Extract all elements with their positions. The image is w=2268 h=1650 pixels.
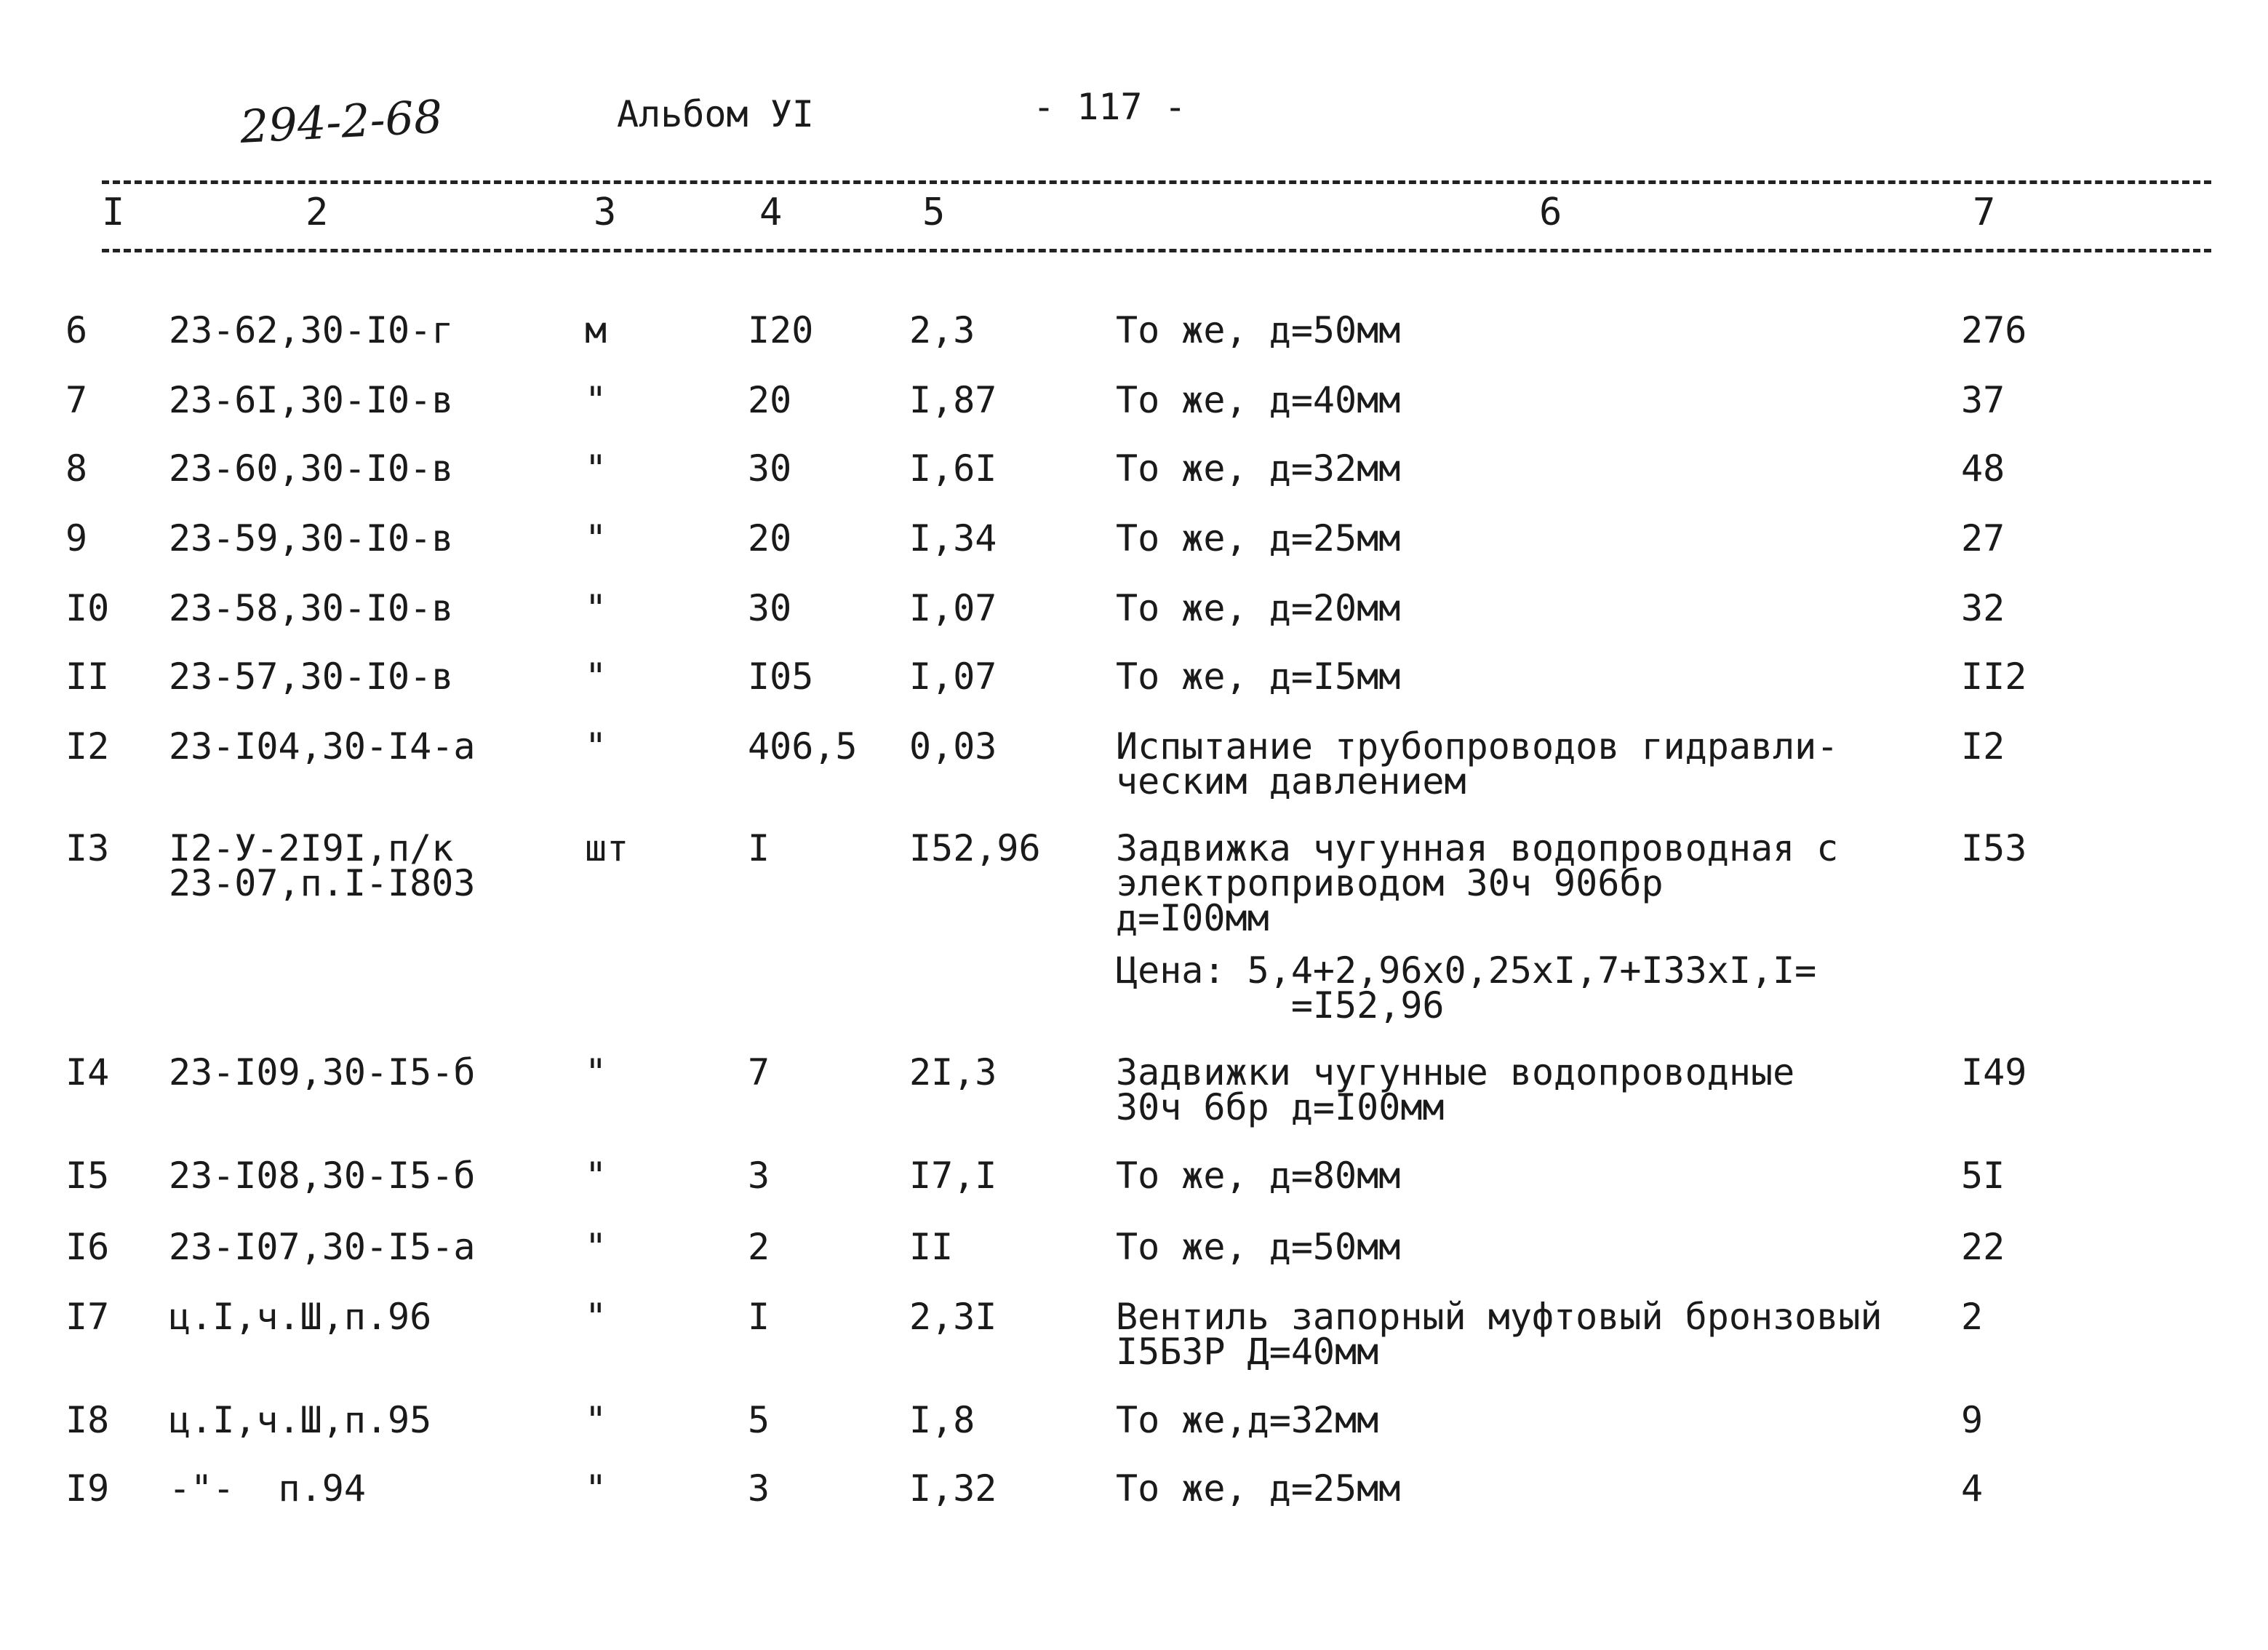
quantity: 406,5 [748,725,858,768]
unit: " [585,725,607,768]
column-number-6: 6 [1539,191,1562,234]
table-row [0,517,2268,559]
column-number-5: 5 [922,191,946,234]
description-text: То же, д=25мм [1116,1467,1401,1510]
column-number-2: 2 [306,191,329,234]
description-text: Испытание трубопроводов гидравли- ческим давлением [1116,725,1839,802]
norm-code: 23-59,30-I0-в [169,517,454,559]
table-row [0,1155,2268,1197]
row-number: I0 [65,587,110,629]
unit-price: 0,03 [909,725,997,768]
row-number: I8 [65,1399,110,1441]
norm-code: 23-60,30-I0-в [169,447,454,490]
total-cost: 22 [1961,1226,2005,1268]
norm-code: I2-У-2I9I,п/к 23-07,п.I-I803 [169,827,476,904]
quantity: 7 [748,1051,770,1093]
unit-price: I,6I [909,447,997,490]
table-row [0,827,2268,1027]
description-text: То же, д=20мм [1116,587,1401,629]
description-text: Задвижка чугунная водопроводная с электроприводом 30ч 906бр д=I00мм [1116,827,1839,939]
unit: " [585,1399,607,1441]
album-label: Альбом УI [617,93,814,135]
unit: шт [585,827,629,869]
description [1116,1051,1795,1128]
unit: " [585,1296,607,1338]
description [1116,587,1401,629]
row-number: 9 [65,517,88,559]
description-text: То же, д=32мм [1116,447,1401,490]
quantity: 20 [748,379,792,421]
norm-code: -"- п.94 [169,1467,366,1510]
unit-price: I,87 [909,379,997,421]
table-row [0,655,2268,698]
unit: " [585,379,607,421]
quantity: I05 [748,655,814,698]
unit-price: 2,3 [909,309,975,351]
table-row [0,1467,2268,1510]
table-row [0,1051,2268,1128]
norm-code: 23-58,30-I0-в [169,587,454,629]
description [1116,517,1401,559]
quantity: 3 [748,1467,770,1510]
unit: м [585,309,607,351]
norm-code: 23-62,30-I0-г [169,309,454,351]
unit-price: I,07 [909,587,997,629]
row-number: 8 [65,447,88,490]
norm-code: 23-I07,30-I5-а [169,1226,476,1268]
table-row [0,587,2268,629]
description-text: То же, д=80мм [1116,1155,1401,1197]
page-number: - 117 - [1033,86,1186,128]
unit: " [585,1467,607,1510]
table-row [0,1226,2268,1268]
price-calculation: Цена: 5,4+2,96х0,25хI,7+I33хI,I= =I52,96 [1116,949,1817,1027]
unit: " [585,447,607,490]
unit: " [585,517,607,559]
header-rule-bottom [102,249,2211,252]
norm-code: ц.I,ч.Ш,п.95 [169,1399,432,1441]
description-text: То же, д=25мм [1116,517,1401,559]
quantity: 5 [748,1399,770,1441]
norm-code: 23-I08,30-I5-б [169,1155,476,1197]
total-cost: 4 [1961,1467,1984,1510]
row-number: II [65,655,110,698]
quantity: 20 [748,517,792,559]
description [1116,827,1839,1027]
total-cost: 37 [1961,379,2005,421]
total-cost: 276 [1961,309,2027,351]
unit-price: I,07 [909,655,997,698]
norm-code: ц.I,ч.Ш,п.96 [169,1296,432,1338]
quantity: 3 [748,1155,770,1197]
row-number: I5 [65,1155,110,1197]
row-number: I7 [65,1296,110,1338]
table-row [0,725,2268,802]
row-number: I6 [65,1226,110,1268]
description-text: То же, д=50мм [1116,1226,1401,1268]
header-rule-top [102,180,2211,184]
column-number-3: 3 [594,191,617,234]
row-number: 6 [65,309,88,351]
unit: " [585,1155,607,1197]
total-cost: 32 [1961,587,2005,629]
unit-price: 2,3I [909,1296,997,1338]
quantity: 30 [748,447,792,490]
unit-price: I,8 [909,1399,975,1441]
total-cost: 48 [1961,447,2005,490]
norm-code: 23-I09,30-I5-б [169,1051,476,1093]
description [1116,1296,1882,1373]
description [1116,1399,1379,1441]
description [1116,447,1401,490]
description-text: Задвижки чугунные водопроводные 30ч 6бр д=I00мм [1116,1051,1795,1128]
description-text: То же, д=I5мм [1116,655,1401,698]
norm-code: 23-6I,30-I0-в [169,379,454,421]
table-row [0,1399,2268,1441]
total-cost: II2 [1961,655,2027,698]
table-row [0,379,2268,421]
unit: " [585,587,607,629]
row-number: I2 [65,725,110,768]
description [1116,1226,1401,1268]
table-row [0,1296,2268,1373]
document-code: 294-2-68 [239,89,444,154]
unit-price: I52,96 [909,827,1041,869]
quantity: I [748,1296,770,1338]
unit: " [585,1051,607,1093]
quantity: 2 [748,1226,770,1268]
quantity: I20 [748,309,814,351]
total-cost: I53 [1961,827,2027,869]
column-number-1: I [102,191,125,234]
row-number: I9 [65,1467,110,1510]
unit-price: II [909,1226,954,1268]
description [1116,655,1401,698]
total-cost: 2 [1961,1296,1984,1338]
unit-price: 2I,3 [909,1051,997,1093]
total-cost: I2 [1961,725,2005,768]
description-text: Вентиль запорный муфтовый бронзовый I5Б3Р Д=40мм [1116,1296,1882,1373]
column-number-4: 4 [759,191,783,234]
total-cost: I49 [1961,1051,2027,1093]
row-number: 7 [65,379,88,421]
unit-price: I7,I [909,1155,997,1197]
table-row [0,309,2268,351]
unit-price: I,32 [909,1467,997,1510]
table-row [0,447,2268,490]
description-text: То же, д=40мм [1116,379,1401,421]
row-number: I3 [65,827,110,869]
description [1116,725,1839,802]
total-cost: 5I [1961,1155,2005,1197]
norm-code: 23-57,30-I0-в [169,655,454,698]
quantity: I [748,827,770,869]
total-cost: 9 [1961,1399,1984,1441]
row-number: I4 [65,1051,110,1093]
description-text: То же,д=32мм [1116,1399,1379,1441]
norm-code: 23-I04,30-I4-а [169,725,476,768]
unit-price: I,34 [909,517,997,559]
description [1116,309,1401,351]
unit: " [585,655,607,698]
unit: " [585,1226,607,1268]
column-number-7: 7 [1973,191,1996,234]
total-cost: 27 [1961,517,2005,559]
description [1116,379,1401,421]
description [1116,1467,1401,1510]
description [1116,1155,1401,1197]
quantity: 30 [748,587,792,629]
description-text: То же, д=50мм [1116,309,1401,351]
